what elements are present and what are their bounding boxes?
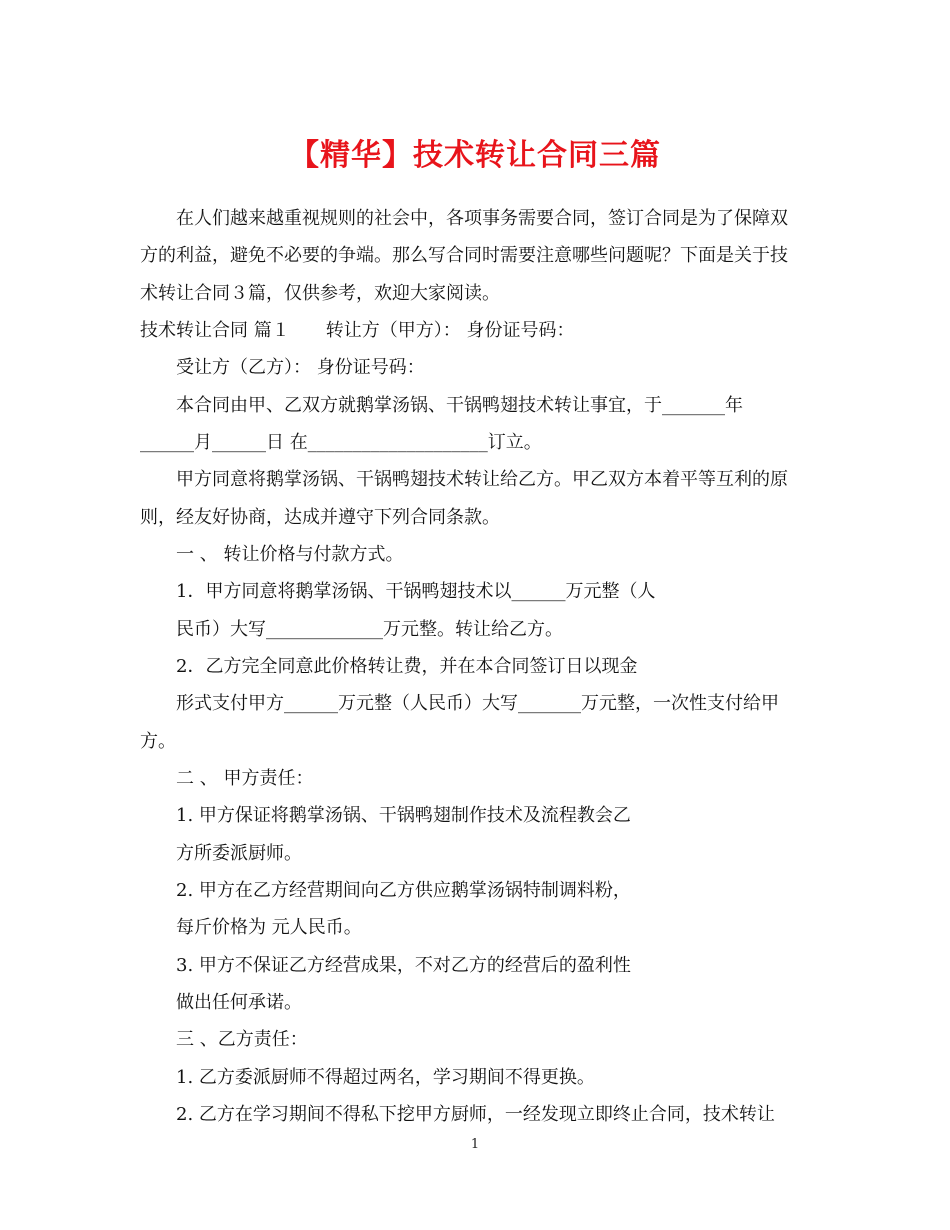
text-line: 1. 乙方委派厨师不得超过两名，学习期间不得更换。 bbox=[176, 1067, 595, 1088]
text-line: 技术转让合同 篇１ 转让方（甲方）： 身份证号码： bbox=[140, 320, 575, 341]
text-line: 受让方（乙方）： 身份证号码： bbox=[176, 357, 425, 378]
text-line: 2. 乙方在学习期间不得私下挖甲方厨师，一经发现立即终止合同，技术转让 bbox=[176, 1104, 775, 1125]
page-title: 【精华】技术转让合同三篇 bbox=[289, 138, 661, 173]
text-line: 则，经友好协商，达成并遵守下列合同条款。 bbox=[140, 507, 500, 528]
text-line: 甲方同意将鹅掌汤锅、干锅鸭翅技术转让给乙方。甲乙双方本着平等互利的原 bbox=[176, 469, 788, 490]
text-line: 做出任何承诺。 bbox=[176, 992, 302, 1013]
section-heading: 三 、乙方责任： bbox=[176, 1029, 308, 1050]
text-line: 方。 bbox=[140, 731, 176, 752]
section-heading: 一 、 转让价格与付款方式。 bbox=[176, 544, 404, 565]
text-line: 术转让合同３篇，仅供参考，欢迎大家阅读。 bbox=[140, 283, 500, 304]
section-heading: 二 、 甲方责任： bbox=[176, 768, 314, 789]
text-line: 2. 甲方在乙方经营期间向乙方供应鹅掌汤锅特制调料粉， bbox=[176, 880, 631, 901]
text-line: 3. 甲方不保证乙方经营成果，不对乙方的经营后的盈利性 bbox=[176, 955, 631, 976]
text-line: 1．甲方同意将鹅掌汤锅、干锅鸭翅技术以______万元整（人 bbox=[176, 581, 656, 602]
text-line: ______月______日 在____________________订立。 bbox=[140, 432, 542, 453]
text-line: 形式支付甲方______万元整（人民币）大写_______万元整，一次性支付给甲 bbox=[176, 693, 779, 714]
page-number: 1 bbox=[470, 1137, 480, 1152]
text-line: 方的利益，避免不必要的争端。那么写合同时需要注意哪些问题呢？下面是关于技 bbox=[140, 245, 788, 266]
text-line: 1. 甲方保证将鹅掌汤锅、干锅鸭翅制作技术及流程教会乙 bbox=[176, 805, 631, 826]
text-line: 本合同由甲、乙双方就鹅掌汤锅、干锅鸭翅技术转让事宜，于_______年 bbox=[176, 395, 743, 416]
text-line: 在人们越来越重视规则的社会中，各项事务需要合同，签订合同是为了保障双 bbox=[176, 208, 788, 229]
text-line: 方所委派厨师。 bbox=[176, 843, 302, 864]
text-line: 民币）大写_____________万元整。转让给乙方。 bbox=[176, 619, 563, 640]
text-line: 2．乙方完全同意此价格转让费，并在本合同签订日以现金 bbox=[176, 656, 638, 677]
text-line: 每斤价格为 元人民币。 bbox=[176, 917, 362, 938]
